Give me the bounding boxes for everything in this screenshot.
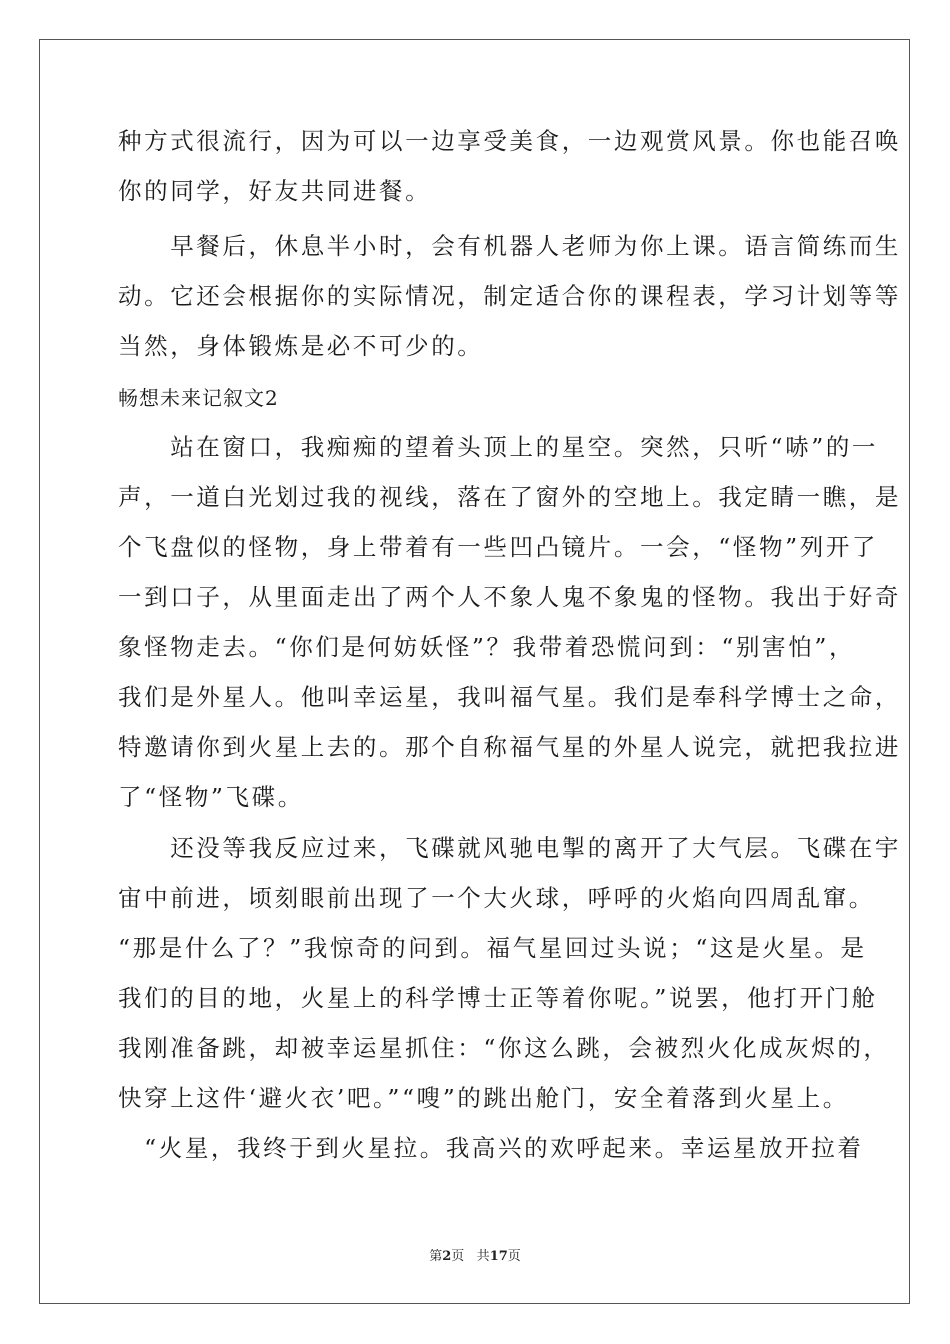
text-line: 我们的目的地，火星上的科学博士正等着你呢。”说罢，他打开门舱 <box>118 984 878 1012</box>
text-line: 声，一道白光划过我的视线，落在了窗外的空地上。我定睛一瞧，是 <box>118 483 901 511</box>
text-line: 早餐后，休息半小时，会有机器人老师为你上课。语言简练而生 <box>118 232 901 260</box>
text-line: 种方式很流行，因为可以一边享受美食，一边观赏风景。你也能召唤 <box>118 127 901 155</box>
text-line: 快穿上这件‘避火衣’吧。”“嗖”的跳出舱门，安全着落到火星上。 <box>118 1084 849 1112</box>
section-heading: 畅想未来记叙文2 <box>118 386 279 410</box>
text-line: 个飞盘似的怪物，身上带着有一些凹凸镜片。一会，“怪物”列开了 <box>118 533 879 561</box>
text-line: 我们是外星人。他叫幸运星，我叫福气星。我们是奉科学博士之命， <box>118 683 901 711</box>
text-line: 了“怪物”飞碟。 <box>118 783 304 811</box>
text-line: 站在窗口，我痴痴的望着头顶上的星空。突然，只听“哧”的一 <box>118 433 879 461</box>
text-line: 还没等我反应过来，飞碟就风驰电掣的离开了大气层。飞碟在宇 <box>118 834 901 862</box>
text-line: 你的同学，好友共同进餐。 <box>118 177 432 205</box>
footer-prefix: 第 <box>429 1249 443 1264</box>
text-line: “那是什么了？”我惊奇的问到。福气星回过头说；“这是火星。是 <box>118 934 867 962</box>
text-line: 我刚准备跳，却被幸运星抓住：“你这么跳，会被烈火化成灰烬的， <box>118 1034 890 1062</box>
footer-total-suffix: 页 <box>507 1249 521 1264</box>
text-line: 一到口子，从里面走出了两个人不象人鬼不象鬼的怪物。我出于好奇 <box>118 583 901 611</box>
footer-total-prefix: 共 <box>476 1249 490 1264</box>
total-page-count: 17 <box>489 1249 508 1264</box>
page-footer <box>0 1248 950 1266</box>
text-line: 特邀请你到火星上去的。那个自称福气星的外星人说完，就把我拉进 <box>118 733 901 761</box>
footer-page-suffix: 页 <box>451 1249 465 1264</box>
text-line: 动。它还会根据你的实际情况，制定适合你的课程表，学习计划等等 <box>118 282 901 310</box>
text-line: 当然，身体锻炼是必不可少的。 <box>118 332 484 360</box>
text-line: 宙中前进，顷刻眼前出现了一个大火球，呼呼的火焰向四周乱窜。 <box>118 884 875 912</box>
current-page-number: 2 <box>442 1249 452 1264</box>
page-border <box>39 39 910 1304</box>
text-line: “火星，我终于到火星拉。我高兴的欢呼起来。幸运星放开拉着 <box>118 1134 864 1162</box>
text-line: 象怪物走去。“你们是何妨妖怪”？我带着恐慌问到：“别害怕”， <box>118 633 856 661</box>
